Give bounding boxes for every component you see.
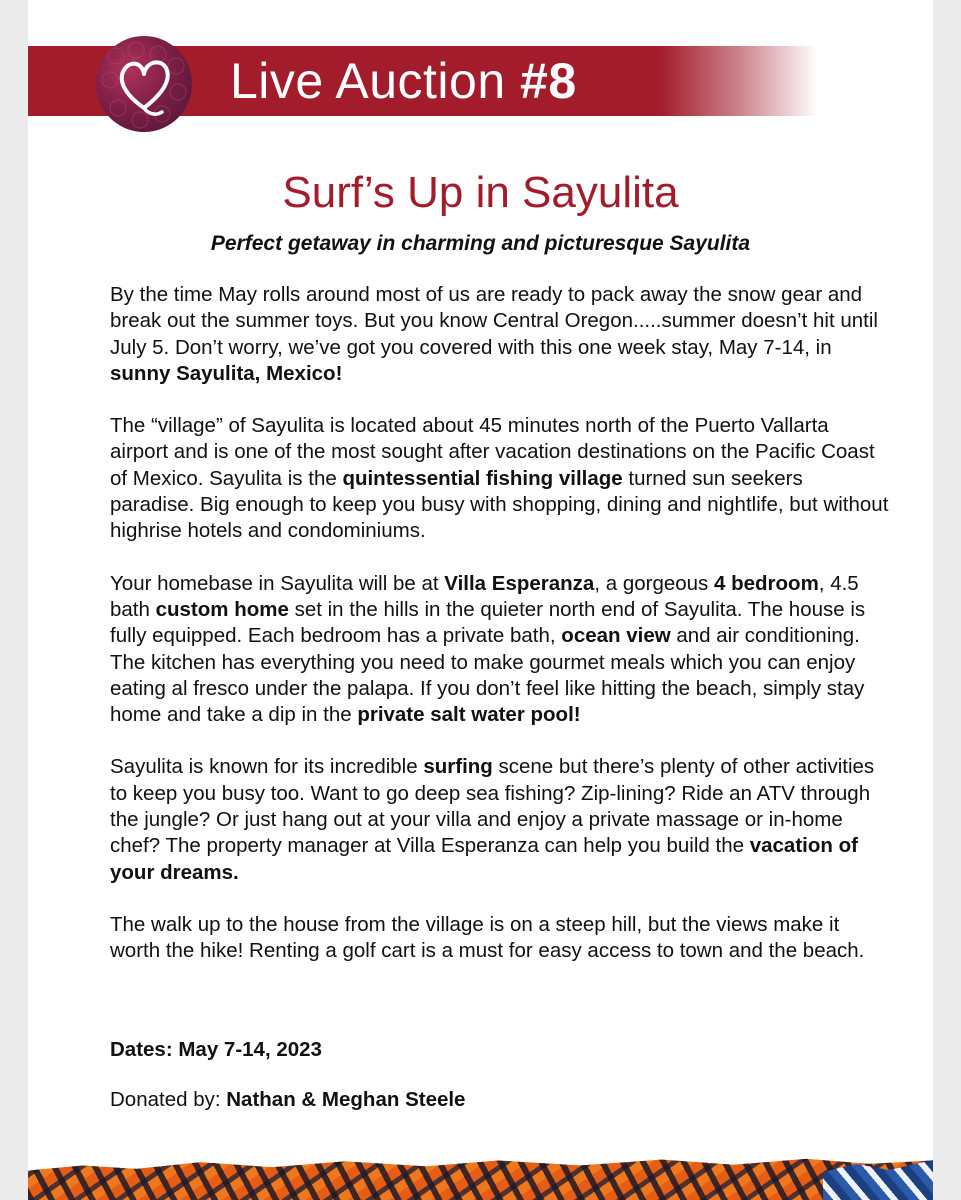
- p2-bold-1: quintessential fishing village: [342, 466, 623, 490]
- paragraph-4: [110, 754, 890, 885]
- p3-bold-4: ocean view: [561, 624, 671, 648]
- fabric-border-decoration: [28, 1158, 933, 1200]
- donor-name: Nathan & Meghan Steele: [226, 1088, 466, 1111]
- banner-title: [230, 46, 577, 116]
- p3-bold-3: custom home: [155, 597, 289, 621]
- paragraph-2: [110, 413, 890, 544]
- p3-text-1: Your homebase in Sayulita will be at: [110, 571, 445, 595]
- description: [110, 282, 890, 991]
- p4-text-2: scene but there’s plenty of other activities to keep you busy too. Want to go deep sea fishing? Zip-lining? Ride an ATV through the jungle? Or just hang out at your villa and enjoy a private massage or in-home chef? The property manager at Villa Esperanza can help you build the: [110, 755, 875, 858]
- donor-label: Donated by:: [110, 1088, 227, 1111]
- p5-text: The walk up to the house from the village is on a steep hill, but the views make it worth the hike! Renting a golf cart is a must for easy access to town and the beach.: [110, 912, 865, 963]
- paragraph-1: [110, 282, 890, 387]
- paragraph-3: [110, 571, 890, 729]
- p1-text: By the time May rolls around most of us are ready to pack away the snow gear and break out the summer toys. But you know Central Oregon.....summer doesn’t hit until July 5. Don’t worry, we’ve got you covered with this one week stay, May 7-14, in: [110, 283, 878, 359]
- p3-bold-2: 4 bedroom: [714, 571, 819, 595]
- p3-text-3: , 4.5 bath: [110, 571, 859, 621]
- auction-page: [28, 0, 933, 1200]
- p2-text-2: turned sun seekers paradise. Big enough to keep you busy with shopping, dining and nightlife, but without highrise hotels and condominiums.: [110, 466, 889, 543]
- p3-bold-5: private salt water pool!: [357, 703, 581, 727]
- p1-bold: sunny Sayulita, Mexico!: [110, 361, 343, 385]
- banner-title-number: #8: [520, 53, 577, 109]
- donor-line: [110, 1088, 465, 1112]
- p4-text-1: Sayulita is known for its incredible: [110, 755, 424, 779]
- auction-dates: Dates: May 7-14, 2023: [110, 1038, 322, 1061]
- page-title: Surf’s Up in Sayulita: [282, 168, 679, 217]
- p3-text-2: , a gorgeous: [594, 571, 714, 595]
- p4-bold-2: vacation of your dreams.: [110, 834, 858, 884]
- p4-bold-1: surfing: [423, 755, 493, 779]
- banner-title-prefix: Live Auction: [230, 53, 521, 109]
- page-subtitle: Perfect getaway in charming and picturesque Sayulita: [210, 232, 751, 255]
- heart-logo-icon: [96, 36, 192, 132]
- p3-text-5: and air conditioning. The kitchen has everything you need to make gourmet meals which you can enjoy eating al fresco under the palapa. If you don’t feel like hitting the beach, simply stay home and take a dip in the: [110, 624, 865, 727]
- p2-text-1: The “village” of Sayulita is located about 45 minutes north of the Puerto Vallarta airport and is one of the most sought after vacation destinations on the Pacific Coast of Mexico. Sayulita is the: [110, 414, 875, 490]
- paragraph-5: [110, 912, 890, 965]
- p3-bold-1: Villa Esperanza: [444, 571, 595, 595]
- p3-text-4: set in the hills in the quieter north end of Sayulita. The house is fully equipped. Each bedroom has a private bath,: [110, 597, 866, 648]
